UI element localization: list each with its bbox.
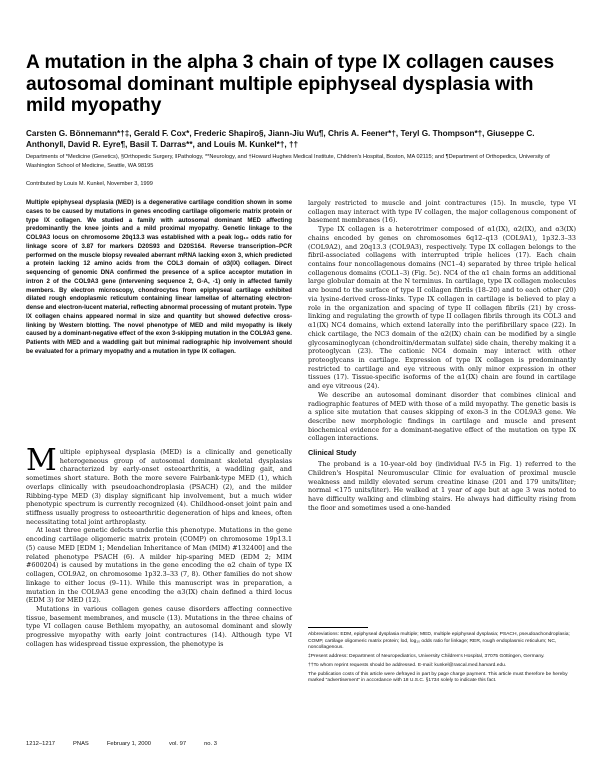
author-list: Carsten G. Bönnemann*†‡, Gerald F. Cox*, Frederic Shapiro§, Jiann-Jiu Wu¶, Chris A. Feener*†, Teryl G. Thompson*†, Giuseppe C. Anthony‖, David R. Eyre¶, Basil T. Darras**, and Louis M. Kunkel*†, ††: [26, 129, 535, 149]
clinical-paragraph-1: The proband is a 10-year-old boy (individual IV-5 in Fig. 1) referred to the Children's Hospital Neuromuscular Clinic for evaluation of proximal muscle weakness and mildly elevated serum creatine kinase (201 and 179 units/liter; normal <175 units/liter). He walked at 1 year of age but at age 3 was noted to have difficulty walking and climbing stairs. He always had difficulty rising from the floor and sometimes used a one-handed: [308, 460, 576, 512]
footnote-present-address: ‡Present address: Department of Neuropediatrics, University Children's Hospital, 37075 Göttingen, Germany.: [308, 653, 545, 659]
drop-cap: M: [26, 443, 57, 478]
affiliations: Departments of *Medicine (Genetics), §Orthopedic Surgery, ‖Pathology, **Neurology, and †Howard Hughes Medical Institute, Children's Hospital, Boston, MA 02115; and ¶Department of Orthopedics, University of Washington School of Medicine, Seattle, WA 98195: [26, 154, 550, 169]
footnote-divider: [308, 627, 368, 628]
footnote-page-charges: The publication costs of this article were defrayed in part by page charge payment. This article must therefore be hereby marked "advertisement" in accordance with 18 U.S.C. §1734 solely to indicate this fact.: [308, 671, 568, 684]
article-title: A mutation in the alpha 3 chain of type IX collagen causes autosomal dominant multiple epiphyseal dysplasia with mild myopathy: [26, 52, 555, 116]
footer-number: no. 3: [204, 741, 217, 747]
contributed-by: Contributed by Louis M. Kunkel, November 3, 1999: [26, 181, 153, 187]
right-column-body: [308, 199, 576, 512]
intro-paragraph-2: At least three genetic defects underlie this phenotype. Mutations in the gene encoding cartilage oligomeric matrix protein (COMP) on chromosome 19p13.1 (5) cause MED [EDM 1; Mendelian Inheritance of Man (MIM) #132400] and the related phenotype PSACH (6). A milder hip-sparing MED (EDM 2; MIM #600204) is caused by mutations in the gene encoding the α2 chain of type IX collagen, COL9A2, on chromosome 1p32.3–33 (7, 8). Other families do not show linkage to either locus (9–11). While this manuscript was in preparation, a mutation in the COL9A3 gene encoding the α3(IX) chain defined a third locus (EDM 3) for MED (12).: [26, 526, 292, 605]
page-footer: [26, 740, 576, 748]
footnote-reprints: ††To whom reprint requests should be addressed. E-mail: kunkel@rascal.med.harvard.edu.: [308, 662, 507, 668]
section-heading-clinical-study: Clinical Study: [308, 448, 357, 458]
footer-date: February 1, 2000: [106, 741, 151, 747]
intro-paragraph-1-text: ultiple epiphyseal dysplasia (MED) is a clinically and genetically heterogeneous group of autosomal dominant skeletal dysplasias characterized by early-onset osteoarthritis, a waddling gait, and sometimes short stature. Both the more severe Fairbank-type MED (1), which overlaps clinically with pseudoachondroplasia (PSACH) (2), and the milder Ribbing-type MED (3) display significant hip involvement, but a much wider phenotypic spectrum is currently recognized (4). Childhood-onset joint pain and stiffness usually progress to osteoarthritic degeneration of hips and knees, often necessitating total joint arthroplasty.: [26, 448, 292, 526]
footer-volume: vol. 97: [168, 741, 187, 747]
right-paragraph-1: largely restricted to muscle and joint contractures (15). In muscle, type VI collagen may interact with type IV collagen, the major collagenous component of basement membranes (16).: [308, 199, 576, 225]
footer-pages: 1212–1217: [26, 741, 56, 747]
intro-paragraph-3: Mutations in various collagen genes cause disorders affecting connective tissue, basement membranes, and muscle (13). Mutations in the three chains of type VI collagen cause Bethlem myopathy, an autosomal dominant and slowly progressive myopathy with early joint contractures (14). Although type VI collagen has widespread tissue expression, the phenotype is: [26, 604, 292, 648]
abstract: Multiple epiphyseal dysplasia (MED) is a degenerative cartilage condition shown in some cases to be caused by mutations in genes encoding cartilage oligomeric matrix protein or type IX collagen. We studied a family with autosomal dominant MED affecting predominantly the knee joints and a mild proximal myopathy. Genetic linkage to the COL9A3 locus on chromosome 20q13.3 was established with a peak log₁₀ odds ratio for linkage score of 3.87 for markers D20S93 and D20S164. Reverse transcription–PCR performed on the muscle biopsy revealed aberrant mRNA lacking exon 3, which predicted a protein lacking 12 amino acids from the COL3 domain of α3(IX) collagen. Direct sequencing of genomic DNA confirmed the presence of a splice acceptor mutation in intron 2 of the COL9A3 gene (intervening sequence 2, G-A, -1) only in affected family members. By electron microscopy, chondrocytes from epiphyseal cartilage exhibited dilated rough endoplasmic reticulum containing linear lamellae of alternating electron-dense and electron-lucent material, reflecting abnormal processing of mutant protein. Type IX collagen chains appeared normal in size and quantity but showed defective cross-linking by Western blotting. The novel phenotype of MED and mild myopathy is likely caused by a dominant-negative effect of the exon 3-skipping mutation in the COL9A3 gene. Patients with MED and a waddling gait but minimal radiographic hip involvement should be evaluated for a primary myopathy and a mutation in type IX collagen.: [26, 199, 292, 355]
intro-paragraph-1: [26, 443, 292, 526]
footnotes: [308, 632, 576, 687]
right-paragraph-2: Type IX collagen is a heterotrimer composed of α1(IX), α2(IX), and α3(IX) chains encoded by genes on chromosomes 6q12–q13 (COL9A1), 1p32.3–33 (COL9A2), and 20q13.3 (COL9A3), respectively. Type IX collagen belongs to the fibril-associated collagens with interrupted triple helices (17). Each chain contains four noncollagenous domains (NC1–4) separated by three triple helical collagenous domains (COL1–3) (Fig. 5c). NC4 of the α1 chain forms an additional large globular domain at the N terminus. In cartilage, type IX collagen molecules are bound to the surface of type II collagen fibrils (18–20) and to each other (20) via lysine-derived cross-links. Type IX collagen in cartilage is believed to play a role in the organization and spacing of type II collagen fibrils (21) by cross-linking and regulating the growth of type II collagen fibrils through its COL3 and α1(IX) NC4 domains, which extend laterally into the perifibrillary space (22). In chick cartilage, the NC3 domain of the α2(IX) chain can be modified by a single glycosaminoglycan (chondroitin/dermatan sulfate) side chain, thereby making it a proteoglycan (23). The cationic NC4 domain may interact with other proteoglycans in cartilage. Expression of type IX collagen is predominantly restricted to cartilage and eye vitreous with only minor expression in other tissues (17). Tissue-specific isoforms of the α1(IX) chain are found in cartilage and eye vitreous (24).: [308, 225, 576, 391]
left-column-body: [26, 443, 292, 649]
right-paragraph-3: We describe an autosomal dominant disorder that combines clinical and radiographic features of MED with those of a mild myopathy. The genetic basis is a splice site mutation that causes skipping of exon-3 in the COL9A3 gene. We describe new morphologic findings in cartilage and muscle and present biochemical evidence for a dominant-negative effect of the mutation on type IX collagen interactions.: [308, 390, 576, 443]
footnote-abbreviations: Abbreviations: EDM, epiphyseal dysplasia multiple; MED, multiple epiphyseal dysplasia; PSACH, pseudoachondroplasia; COMP, cartilage oligomeric matrix protein; lod, log₁₀ odds ratio for linkage; RER, rough endoplasmic reticulum; NC, noncollagenous.: [308, 632, 570, 651]
footer-journal: PNAS: [73, 741, 89, 747]
